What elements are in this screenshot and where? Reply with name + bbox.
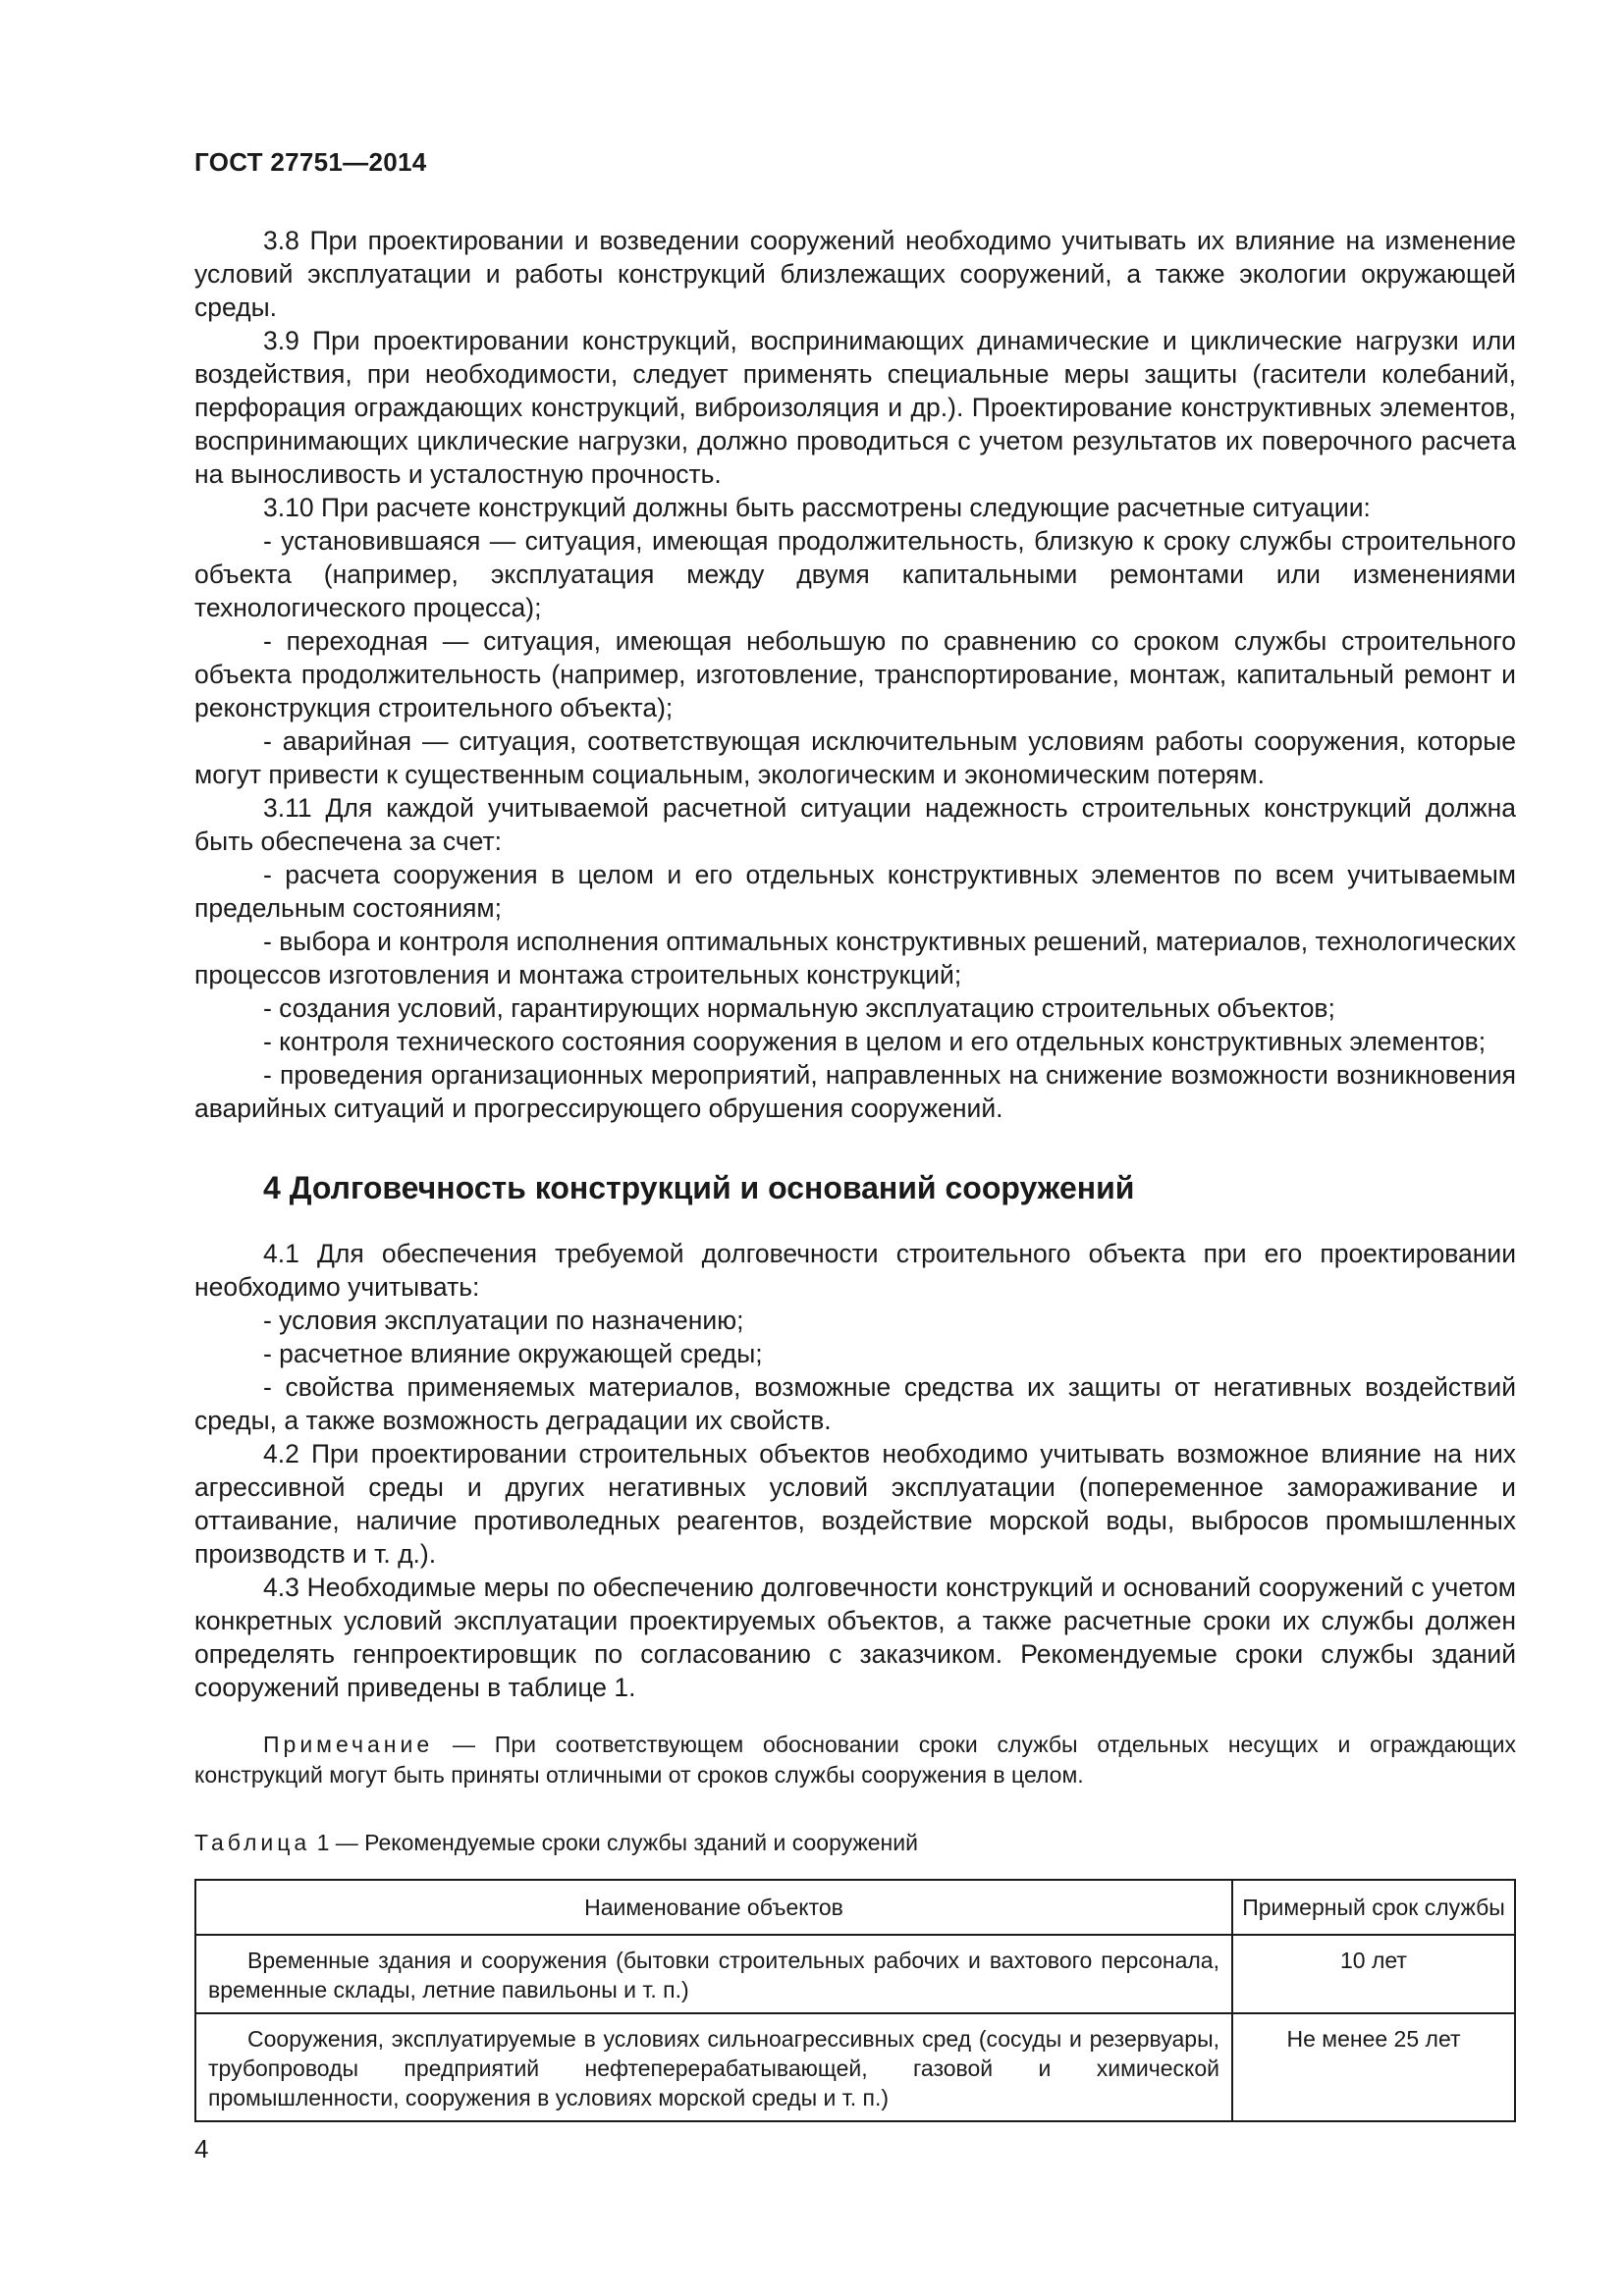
- paragraphs-section: [194, 1237, 1516, 1704]
- table-header-row: [195, 1880, 1515, 1935]
- list-item-control: - контроля технического состояния сооружения в целом и его отдельных конструктивных элементов;: [263, 1027, 1487, 1056]
- paragraph-4-3: 4.3 Необходимые меры по обеспечению долговечности конструкций и оснований сооружений с учетом конкретных условий эксплуатации проектируемых объектов, а также расчетные сроки их службы должен определять генпроектировщик по согласованию с заказчиком. Рекомендуемые сроки службы зданий сооружений приведены в таблице 1.: [194, 1573, 1516, 1702]
- document-body: [194, 224, 1516, 2122]
- table-row: [195, 1935, 1515, 2013]
- table-cell-value: Не менее 25 лет: [1232, 2013, 1515, 2121]
- list-item-selection: - выбора и контроля исполнения оптимальных конструктивных решений, материалов, технологических процессов изготовления и монтажа строительных конструкций;: [194, 927, 1516, 989]
- table-caption-text: 1 — Рекомендуемые сроки службы зданий и сооружений: [310, 1830, 918, 1855]
- list-item-conditions: - создания условий, гарантирующих нормальную эксплуатацию строительных объектов;: [263, 993, 1335, 1023]
- paragraph-3-8: 3.8 При проектировании и возведении сооружений необходимо учитывать их влияние на изменение условий эксплуатации и работы конструкций близлежащих сооружений, а также экологии окружающей среды.: [194, 226, 1516, 322]
- table-cell-value: 10 лет: [1232, 1935, 1515, 2013]
- list-item-calculation: - расчета сооружения в целом и его отдельных конструктивных элементов по всем учитываемым предельным состояниям;: [194, 860, 1516, 923]
- list-item-usage: - условия эксплуатации по назначению;: [263, 1306, 744, 1335]
- page-number: 4: [194, 2134, 209, 2163]
- list-item-emergency: - аварийная — ситуация, соответствующая исключительным условиям работы сооружения, которые могут привести к существенным социальным, экологическим и экономическим потерям.: [194, 726, 1516, 789]
- table-row: [195, 2013, 1515, 2121]
- note-label: Примечание: [263, 1732, 434, 1757]
- header-service-life: Примерный срок службы: [1232, 1880, 1515, 1935]
- list-item-transitional: - переходная — ситуация, имеющая небольшую по сравнению со сроком службы строительного объекта продолжительность (например, изготовление, транспортирование, монтаж, капитальный ремонт и реконструкция строительного объекта);: [194, 626, 1516, 722]
- note-text: — При соответствующем обосновании сроки службы отдельных несущих и ограждающих конструкций могут быть приняты отличными от сроков службы сооружения в целом.: [194, 1732, 1516, 1788]
- list-item-measures: - проведения организационных мероприятий, направленных на снижение возможности возникновения аварийных ситуаций и прогрессирующего обрушения сооружений.: [194, 1060, 1516, 1123]
- list-item-materials: - свойства применяемых материалов, возможные средства их защиты от негативных воздействий среды, а также возможность деградации их свойств.: [194, 1372, 1516, 1435]
- note: [194, 1730, 1516, 1790]
- header-object-name: Наименование объектов: [195, 1880, 1232, 1935]
- table-cell-name: Временные здания и сооружения (бытовки строительных рабочих и вахтового персонала, временные склады, летние павильоны и т. п.): [195, 1935, 1232, 2013]
- paragraph-4-1: 4.1 Для обеспечения требуемой долговечности строительного объекта при его проектировании необходимо учитывать:: [194, 1239, 1516, 1302]
- table-caption-label: Таблица: [194, 1830, 311, 1855]
- paragraph-3-9: 3.9 При проектировании конструкций, воспринимающих динамические и циклические нагрузки или воздействия, при необходимости, следует применять специальные меры защиты (гасители колебаний, перфорация ограждающих конструкций, виброизоляция и др.). Проектирование конструктивных элементов, воспринимающих циклические нагрузки, должно проводиться с учетом результатов их поверочного расчета на выносливость и усталостную прочность.: [194, 326, 1516, 489]
- service-life-table: [194, 1879, 1516, 2122]
- paragraph-3-10: 3.10 При расчете конструкций должны быть рассмотрены следующие расчетные ситуации:: [263, 493, 1371, 522]
- list-item-steady: - установившаяся — ситуация, имеющая продолжительность, близкую к сроку службы строительного объекта (например, эксплуатация между двумя капитальными ремонтами или изменениями технологического процесса);: [194, 526, 1516, 622]
- section-title: 4 Долговечность конструкций и оснований сооружений: [263, 1170, 1135, 1205]
- standard-header: ГОСТ 27751—2014: [194, 147, 427, 177]
- list-item-environment: - расчетное влияние окружающей среды;: [263, 1339, 763, 1368]
- table-cell-name: Сооружения, эксплуатируемые в условиях сильноагрессивных сред (сосуды и резервуары, трубопроводы предприятий нефтеперерабатывающей, газовой и химической промышленности, сооружения в условиях морской среды и т. п.): [195, 2013, 1232, 2121]
- paragraphs-top: [194, 224, 1516, 1125]
- paragraph-3-11: 3.11 Для каждой учитываемой расчетной ситуации надежность строительных конструкций должна быть обеспечена за счет:: [194, 793, 1516, 856]
- table-caption: [194, 1828, 1516, 1857]
- paragraph-4-2: 4.2 При проектировании строительных объектов необходимо учитывать возможное влияние на них агрессивной среды и других негативных условий эксплуатации (попеременное замораживание и оттаивание, наличие противоледных реагентов, воздействие морской воды, выбросов промышленных производств и т. д.).: [194, 1439, 1516, 1569]
